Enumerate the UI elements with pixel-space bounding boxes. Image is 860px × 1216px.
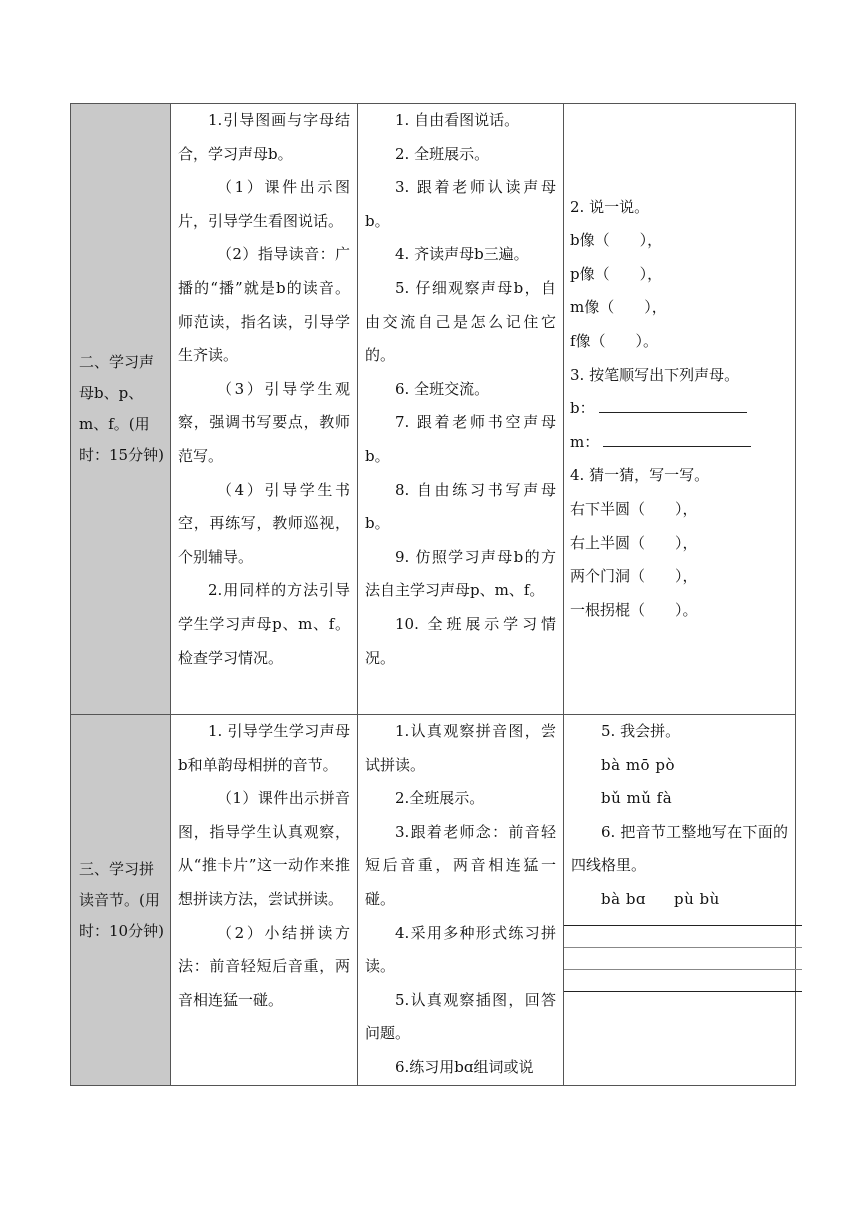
pinyin-word: pù bù: [674, 889, 720, 908]
student-step: 1.认真观察拼音图，尝试拼读。: [365, 722, 556, 774]
stage-label: 二、学习声母b、p、m、f。(用时：15分钟): [79, 353, 164, 464]
fill-item: f像（ ）。: [570, 332, 659, 351]
grid-line: [564, 969, 802, 970]
teacher-step: （1）课件出示拼音图，指导学生认真观察，从“推卡片”这一动作来推想拼读方法，尝试拼读。: [178, 789, 350, 908]
fill-item: p像（ ），: [570, 264, 663, 283]
student-step: 2.全班展示。: [395, 789, 485, 808]
question-title: 6. 把音节工整地写在下面的四线格里。: [571, 822, 788, 875]
teacher-step: （3）引导学生观察，强调书写要点，教师范写。: [178, 379, 350, 465]
student-activity-cell: [358, 715, 564, 1086]
grid-line: [564, 925, 802, 926]
answer-blank: [603, 428, 751, 447]
student-step: 7. 跟着老师书空声母b。: [365, 413, 556, 465]
question-title: 5. 我会拼。: [601, 722, 681, 740]
fill-item: b像（ ），: [570, 231, 663, 250]
teacher-step: （2）小结拼读方法：前音轻短后音重，两音相连猛一碰。: [178, 923, 350, 1009]
stage-cell: [71, 104, 171, 715]
table-row: [71, 715, 796, 1086]
stage-label: 三、学习拼读音节。(用时：10分钟): [79, 859, 164, 940]
fill-item: 两个门洞（ ），: [570, 567, 698, 586]
student-step: 4.采用多种形式练习拼读。: [365, 923, 556, 976]
student-activity-cell: [358, 104, 564, 715]
lesson-plan-table: [70, 103, 796, 1086]
write-line-item: [570, 392, 789, 426]
fill-item: m像（ ），: [570, 298, 667, 317]
student-step: 5. 仔细观察声母b，自由交流自己是怎么记住它的。: [365, 278, 556, 365]
answer-blank: [599, 394, 747, 413]
question-title: 2. 说一说。: [570, 197, 650, 216]
student-step: 6. 全班交流。: [395, 379, 490, 398]
grid-line: [564, 947, 802, 948]
teacher-step: 2.用同样的方法引导学生学习声母p、m、f。检查学习情况。: [178, 581, 350, 667]
four-line-grid: [564, 921, 802, 999]
pinyin-line: bà mō pò: [601, 755, 675, 774]
pinyin-word: bà bɑ: [601, 889, 647, 908]
fill-item: 右上半圆（ ），: [570, 533, 698, 552]
student-step: 3.跟着老师念：前音轻短后音重，两音相连猛一碰。: [365, 822, 556, 908]
student-step: 2. 全班展示。: [395, 144, 490, 163]
teacher-step: 1.引导图画与字母结合，学习声母b。: [178, 111, 350, 163]
student-step: 5.认真观察插图，回答问题。: [365, 990, 556, 1043]
practice-cell: [564, 715, 796, 1086]
fill-item: 一根拐棍（ ）。: [570, 600, 698, 619]
question-title: 3. 按笔顺写出下列声母。: [570, 365, 740, 384]
stage-cell: [71, 715, 171, 1086]
grid-line: [564, 991, 802, 992]
practice-cell: [564, 104, 796, 715]
student-step: 6.练习用bɑ组词或说: [395, 1057, 534, 1076]
write-line-label: b：: [570, 399, 595, 418]
teacher-activity-cell: [171, 104, 358, 715]
teacher-step: （4）引导学生书空，再练写，教师巡视，个别辅导。: [178, 480, 350, 566]
pinyin-line: bǔ mǔ fà: [601, 789, 673, 808]
question-title: 4. 猜一猜，写一写。: [570, 466, 710, 485]
table-row: [71, 104, 796, 715]
teacher-step: （2）指导读音：广播的“播”就是b的读音。师范读，指名读，引导学生齐读。: [178, 245, 350, 365]
teacher-step: 1. 引导学生学习声母b和单韵母相拼的音节。: [178, 722, 350, 774]
student-step: 10. 全班展示学习情况。: [365, 614, 556, 667]
student-step: 3. 跟着老师认读声母b。: [365, 178, 556, 230]
write-line-item: [570, 426, 789, 460]
student-step: 8. 自由练习书写声母b。: [365, 480, 556, 533]
teacher-step: （1）课件出示图片，引导学生看图说话。: [178, 178, 350, 230]
pinyin-words: [571, 883, 788, 917]
teacher-activity-cell: [171, 715, 358, 1086]
fill-item: 右下半圆（ ），: [570, 499, 698, 518]
student-step: 4. 齐读声母b三遍。: [395, 245, 529, 264]
student-step: 9. 仿照学习声母b的方法自主学习声母p、m、f。: [365, 547, 556, 600]
write-line-label: m：: [570, 432, 600, 451]
student-step: 1. 自由看图说话。: [395, 111, 520, 129]
